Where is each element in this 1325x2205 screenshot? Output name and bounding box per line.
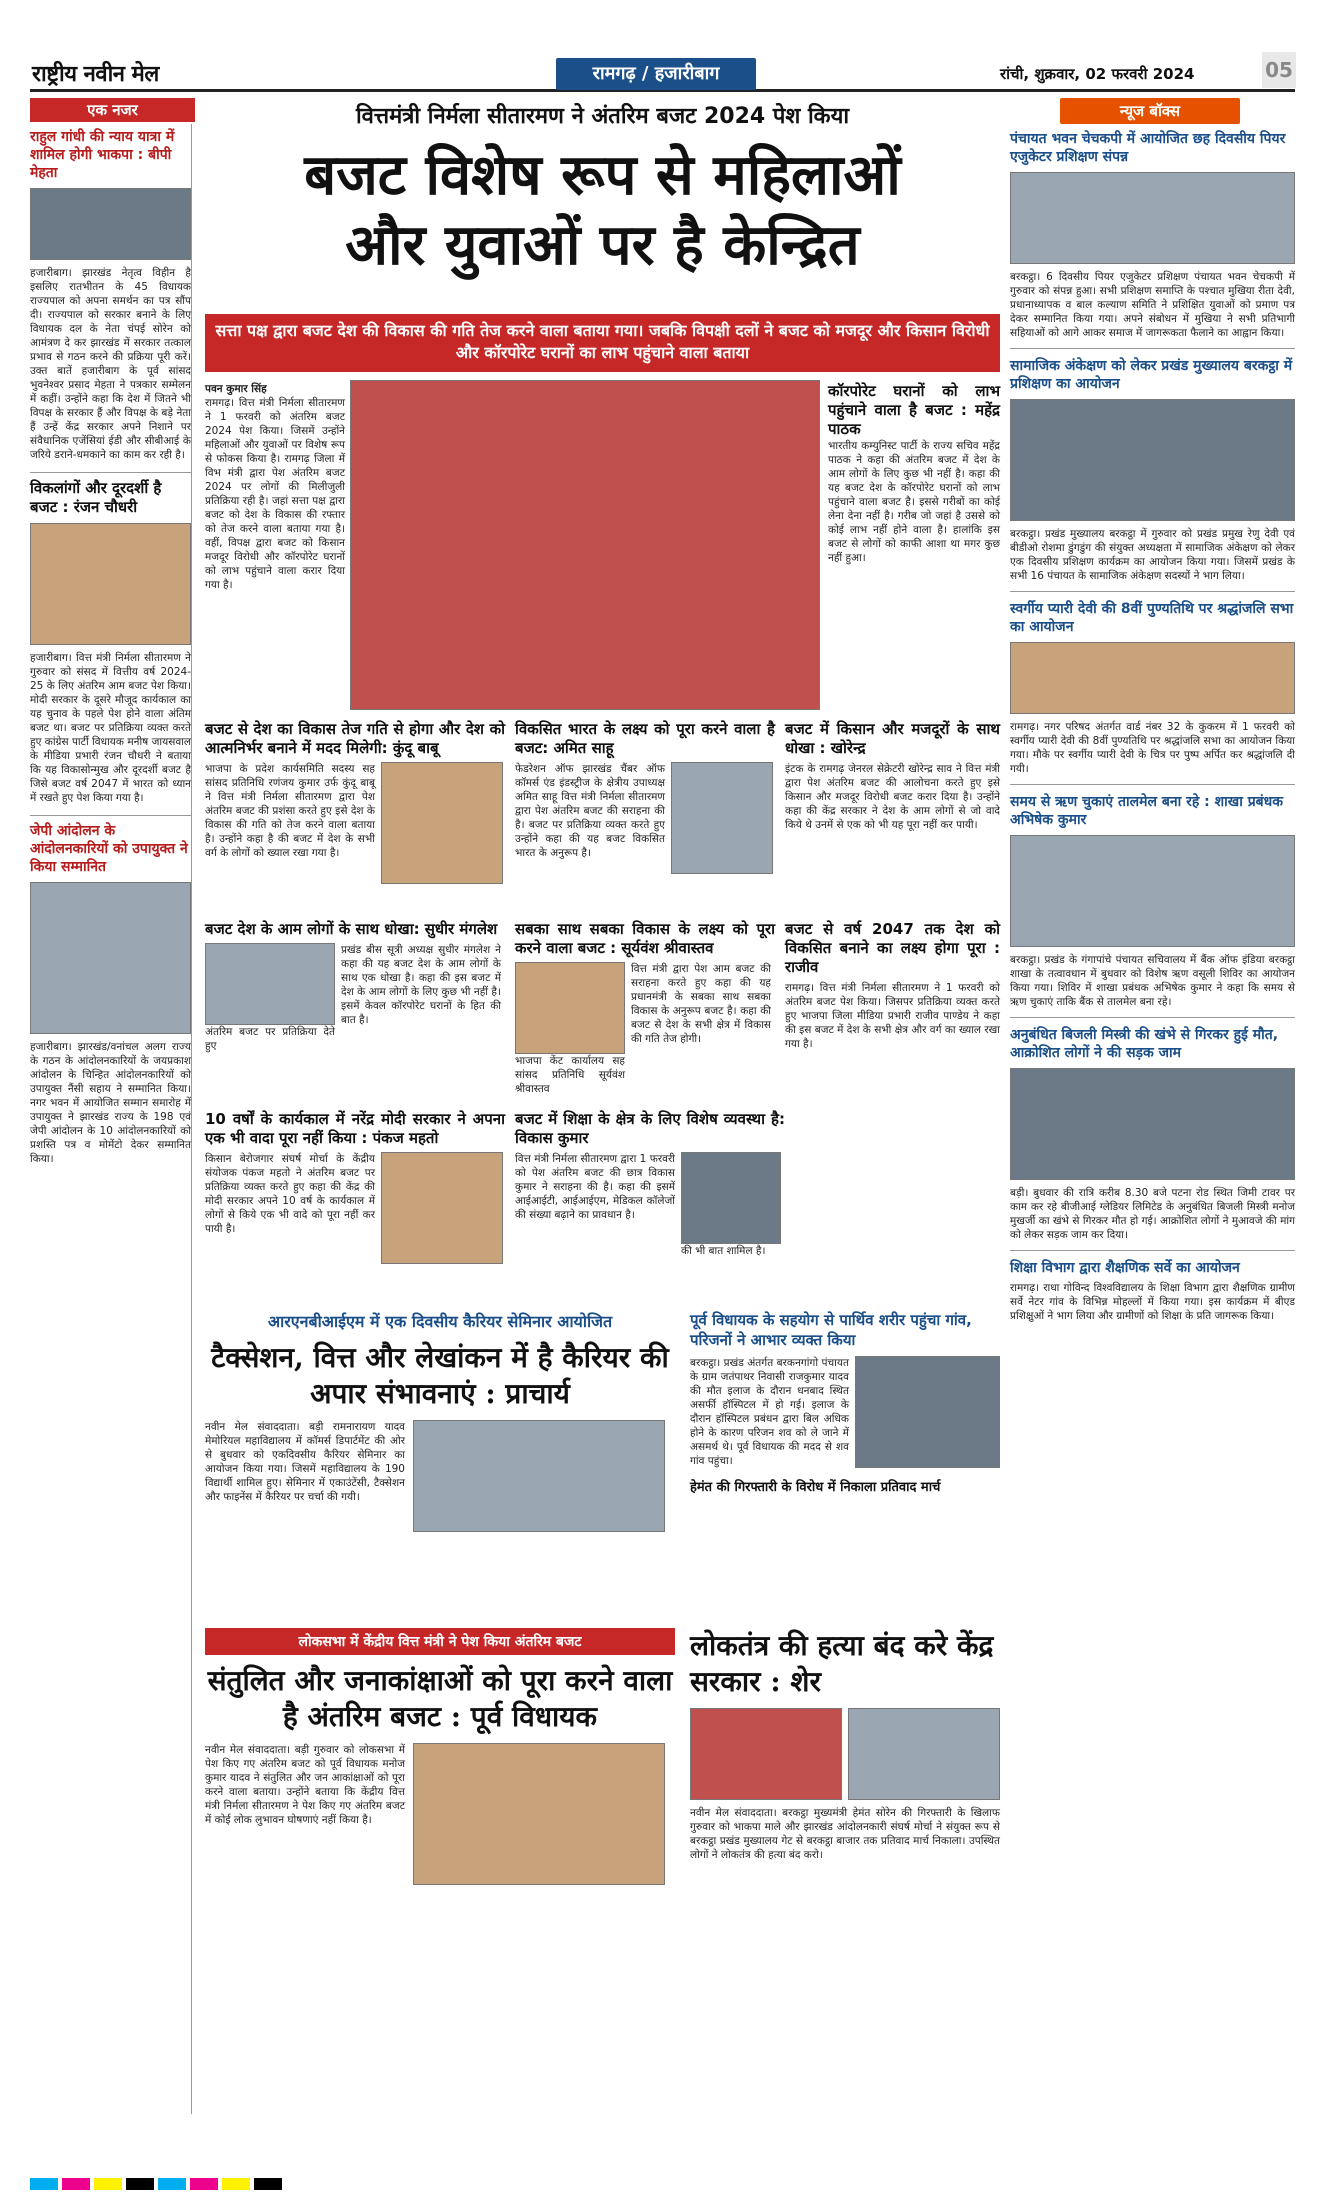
lead-story xyxy=(205,382,345,592)
right-photo-3 xyxy=(1010,642,1295,714)
right-column xyxy=(1010,130,1295,2140)
reaction-5-photo xyxy=(515,962,625,1054)
reaction-6 xyxy=(785,920,1000,1051)
reaction-5-body: वित्त मंत्री द्वारा पेश आम बजट की सराहना करते हुए कहा की यह प्रधानमंत्री के सबका साथ सबका विकास के अनुरूप बजट है। कहा की बजट से देश के सभी क्षेत्र में विकास की गति तेज होगी। xyxy=(631,963,771,1045)
reaction-4 xyxy=(205,920,505,1053)
lead-side-story xyxy=(828,382,1000,565)
newspaper-logo: राष्ट्रीय नवीन मेल xyxy=(32,61,159,87)
print-color-bar xyxy=(30,2175,1295,2189)
right-body-5: बड़ी। बुधवार की रात्रि करीब 8.30 बजे पटना रोड स्थित जिमी टावर पर काम कर रहे बीजीआई ग्लेडियर लिमिटेड के अनुबंधित बिजली मिस्त्री मनोज मुखर्जी का खंभे से गिरकर मौत हो गई। आक्रोशित लोगों ने मुआवजे की मांग को लेकर सड़क जाम कर दिया। xyxy=(1010,1187,1295,1241)
divider xyxy=(1010,591,1295,592)
reaction-2-photo xyxy=(671,762,773,874)
right-headline-3: स्वर्गीय प्यारी देवी की 8वीं पुण्यतिथि पर श्रद्धांजलि सभा का आयोजन xyxy=(1010,601,1294,635)
reaction-5-headline: सबका साथ सबका विकास के लक्ष्य को पूरा करने वाला बजट : सूर्यवंश श्रीवास्तव xyxy=(515,920,775,957)
pwd-body: बरकट्ठा। प्रखंड अंतर्गत बरकनगांगो पंचायत के ग्राम जतंपाथर निवासी राजकुमार यादव की मौत इलाज के दौरान धनबाद स्थित असर्फी हॉस्पिटल में हो गई। इलाज के दौरान हॉस्पिटल प्रबंधन द्वारा बिल अधिक होने के कारण परिजन शव को ले जाने में असमर्थ थे। पूर्व विधायक की मदद से शव गांव पहुंचा। xyxy=(690,1357,849,1467)
pwd-story xyxy=(690,1310,1000,1497)
reaction-2 xyxy=(515,720,775,874)
democracy-story xyxy=(690,1628,1000,1862)
reaction-1 xyxy=(205,720,505,884)
career-headline: टैक्सेशन, वित्त और लेखांकन में है कैरियर की अपार संभावनाएं : प्राचार्य xyxy=(211,1341,669,1410)
career-photo xyxy=(413,1420,665,1532)
ek-nazar-strip: एक नजर xyxy=(30,98,195,122)
right-headline-4: समय से ऋण चुकाएं तालमेल बना रहे : शाखा प्रबंधक अभिषेक कुमार xyxy=(1010,794,1284,828)
reaction-8-body: वित्त मंत्री निर्मला सीतारमण द्वारा 1 फरवरी को पेश अंतरिम बजट की छात्र विकास कुमार ने सराहना की है। कहा की इसमें आईआईटी, आईआईएम, मेडिकल कॉलेजों की संख्या बढ़ाने का प्रावधान है। xyxy=(515,1153,675,1221)
left-body-1: हजारीबाग। झारखंड नेतृत्व विहीन है इसलिए रातभीतन के 45 विधायक राज्यपाल को अपना समर्थन का पत्र सौंप दी। राज्यपाल को सरकार बनाने के लिए विधायक दल के नेता चंपई सोरेन को आमंत्रण दे कर झारखंड में सरकार तत्काल प्रभाव से गठन करने की प्रक्रिया पूरी करें। उक्त बातें हजारीबाग के पूर्व सांसद भुवनेश्वर प्रसाद मेहता ने पत्रकार सम्मेलन में कहीं। उन्होंने कहा कि देश में जितने भी विपक्ष के सरकार हैं और विपक्ष के बड़े नेता हैं उन्हें केंद्र सरकार अपने निशाने पर संवैधानिक एजेंसियां ईडी और सीबीआई के जरिये डराने-धमकाने का काम कर रही है। xyxy=(30,267,191,461)
dateline: रांची, शुक्रवार, 02 फरवरी 2024 xyxy=(1000,65,1195,83)
reaction-7-headline: 10 वर्षों के कार्यकाल में नरेंद्र मोदी सरकार ने अपना एक भी वादा पूरा नहीं किया : पंकज महतो xyxy=(205,1110,505,1147)
career-story xyxy=(205,1310,675,1532)
reaction-3 xyxy=(785,720,1000,832)
right-body-1: बरकट्ठा। 6 दिवसीय पियर एजुकेटर प्रशिक्षण पंचायत भवन चेचकपी में गुरुवार को संपन्न हुआ। सभी प्रशिक्षण समाप्ति के पश्चात मुखिया रीता देवी, प्रधानाध्यापक व बाल कल्याण समिति ने प्रशिक्षित युवाओं को प्रमाण पत्र देकर सम्मानित किया गया। अपने संबोधन में मुखिया ने सभी प्रतिभागी सहियाओं को आगे आकर समाज में जागरूकता फैलाने का आह्वान किया। xyxy=(1010,271,1295,339)
left-photo-1 xyxy=(30,188,191,260)
democracy-body: नवीन मेल संवाददाता। बरकट्ठा मुख्यमंत्री हेमंत सोरेन की गिरफ्तारी के खिलाफ गुरुवार को भाकपा माले और झारखंड आंदोलनकारी संघर्ष मोर्चा ने संयुक्त रूप से बरकट्ठा प्रखंड मुख्यालय गेट से बरकट्ठा बाजार तक प्रतिवाद मार्च निकाला। उपस्थित लोगों ने लोकतंत्र की हत्या बंद करो। xyxy=(690,1807,1000,1861)
reaction-8 xyxy=(515,1110,785,1258)
lead-kicker: वित्तमंत्री निर्मला सीतारमण ने अंतरिम बजट 2024 पेश किया xyxy=(355,104,850,129)
reaction-2-headline: विकसित भारत के लक्ष्य को पूरा करने वाला है बजट: अमित साहू xyxy=(515,720,775,757)
reaction-3-body: इंटक के रामगढ़ जेनरल सेक्रेटरी खोरेन्द्र साव ने वित्त मंत्री द्वारा पेश अंतरिम बजट की आलोचना करते हुए इसे किसान और मजदूर विरोधी बजट करार दिया है। उन्होंने कहा की केंद्र सरकार ने देश के आम लोगों से जो वादे किये थे उनमें से एक को भी यह पूरा नहीं कर पायी। xyxy=(785,763,1000,831)
balanced-photo xyxy=(413,1743,665,1885)
reaction-7-body: किसान बेरोजगार संघर्ष मोर्चा के केंद्रीय संयोजक पंकज महतो ने अंतरिम बजट पर प्रतिक्रिया व्यक्त करते हुए कहा की केंद्र की मोदी सरकार अपने 10 वर्ष के कार्यकाल में लोगों से किये एक भी वादे को पूरा नहीं कर पायी है। xyxy=(205,1153,375,1235)
reaction-5-caption: भाजपा केंट कार्यालय सह सांसद प्रतिनिधि सूर्यवंश श्रीवास्तव xyxy=(515,1055,625,1095)
left-headline-2: विकलांगों और दूरदर्शी है बजट : रंजन चौधरी xyxy=(30,479,162,516)
reaction-4-caption: अंतरिम बजट पर प्रतिक्रिया देते हुए xyxy=(205,1026,335,1052)
left-body-3: हजारीबाग। झारखंड/वनांचल अलग राज्य के गठन के आंदोलनकारियों के जयप्रकाश आंदोलन के चिन्हित आंदोलनकारियों को उपायुक्त नैंसी सहाय ने सम्मानित किया। नगर भवन में आयोजित सम्मान समारोह में उपायुक्त ने झारखंड राज्य के 198 एवं जेपी आंदोलन के 10 आंदोलनकारियों को प्रशस्ति पत्र व मोमेंटो देकर सम्मानित किया। xyxy=(30,1041,191,1165)
right-body-4: बरकट्ठा। प्रखंड के गंगापांचे पंचायत सचिवालय में बैंक ऑफ इंडिया बरकट्ठा शाखा के तत्वावधान में बुधवार को विशेष ऋण वसूली शिविर का आयोजन किया गया। शिविर में शाखा प्रबंधक अभिषेक कुमार ने कहा कि समय से ऋण चुकाएं ताकि बैंक से तालमेल बना रहे। xyxy=(1010,954,1295,1008)
lead-side-headline: कॉरपोरेट घरानों को लाभ पहुंचाने वाला है बजट : महेंद्र पाठक xyxy=(828,382,1000,438)
reaction-8-photo xyxy=(681,1152,781,1244)
pwd-photo xyxy=(855,1356,1000,1468)
reaction-4-body: प्रखंड बीस सूत्री अध्यक्ष सुधीर मंगलेश ने कहा की यह बजट देश के आम लोगों के साथ एक धोखा है। कहा की इस बजट में देश के आम लोगों के लिए कुछ भी नहीं है। इसमें केवल कॉरपोरेट घरानों के हित की बात है। xyxy=(341,944,501,1026)
lead-side-body: भारतीय कम्युनिस्ट पार्टी के राज्य सचिव महेंद्र पाठक ने कहा की अंतरिम बजट में देश के आम लोगों के लिए कुछ भी नहीं है। कहा की यह बजट देश के कॉरपोरेट घरानों को लाभ पहुंचाने वाला बजट है। इससे गरीबों का कोई लेना देना नहीं है। गरीब जो जहां है उससे को कोई लाभ नहीं होने वाला है। हालांकि इस बजट से लोगों को काफी आशा था मगर कुछ नहीं हुआ। xyxy=(828,440,1000,564)
democracy-photo-1 xyxy=(690,1708,842,1800)
lead-headline-line-1: बजट विशेष रूप से महिलाओं xyxy=(304,142,901,208)
lead-photo xyxy=(350,380,820,710)
news-box-label: न्यूज बॉक्स xyxy=(1060,98,1240,124)
reaction-2-body: फेडरेशन ऑफ झारखंड चैंबर ऑफ कॉमर्स एंड इंडस्ट्रीज के क्षेत्रीय उपाध्यक्ष अमित साहू वित्त मंत्री निर्मला सीतारमण द्वारा पेश अंतरिम बजट की सराहना की है। बजट पर प्रतिक्रिया व्यक्त करते हुए उन्होंने कहा की यह बजट विकसित भारत के अनुरूप है। xyxy=(515,763,665,859)
career-body: नवीन मेल संवाददाता। बड़ी रामनारायण यादव मेमोरियल महाविद्यालय में कॉमर्स डिपार्टमेंट की ओर से बुधवार को एकदिवसीय कैरियर सेमिनार का आयोजन किया गया। जिसमें महाविद्यालय के 190 विद्यार्थी शामिल हुए। सेमिनार में एकाउंटेंसी, टैक्सेशन और फाइनेंस में कैरियर पर चर्चा की गयी। xyxy=(205,1421,405,1503)
balanced-headline: संतुलित और जनाकांक्षाओं को पूरा करने वाला है अंतरिम बजट : पूर्व विधायक xyxy=(207,1664,673,1733)
reaction-4-photo xyxy=(205,943,335,1025)
reaction-1-headline: बजट से देश का विकास तेज गति से होगा और देश को आत्मनिर्भर बनाने में मदद मिलेगी: कुंदू बाबू xyxy=(205,720,505,757)
reaction-1-photo xyxy=(381,762,503,884)
reaction-7 xyxy=(205,1110,505,1264)
reaction-8-headline: बजट में शिक्षा के क्षेत्र के लिए विशेष व्यवस्था है: विकास कुमार xyxy=(515,1110,785,1147)
left-body-2: हजारीबाग। वित्त मंत्री निर्मला सीतारमण ने गुरुवार को संसद में वित्तीय वर्ष 2024-25 के लिए अंतरिम आम बजट पेश किया। मोदी सरकार के दूसरे मौजूद कार्यकाल का यह चुनाव के पहले पेश होने वाला अंतिम बजट था। बजट पर प्रतिक्रिया व्यक्त करते हुए कांग्रेस पार्टी विधायक मनीष जायसवाल के मीडिया प्रभारी रंजन चौधरी ने बताया कि यह विकासोन्मुख और दूरदर्शी बजट है जिसे बजट वर्ष 2047 में भारत को ध्यान में रखते हुए पेश किया गया है। xyxy=(30,652,191,804)
balanced-story xyxy=(205,1628,675,1885)
right-photo-1 xyxy=(1010,172,1295,264)
right-body-2: बरकट्ठा। प्रखंड मुख्यालय बरकट्ठा में गुरुवार को प्रखंड प्रमुख रेणु देवी एवं बीडीओ रोशमा डुंगडुंग की संयुक्त अध्यक्षता में सामाजिक अंकेक्षण को लेकर एक दिवसीय प्रशिक्षण कार्यक्रम का आयोजन किया गया। जिसमें प्रखंड के सभी 16 पंचायत के सामाजिक अंकेक्षण सदस्यों ने भाग लिया। xyxy=(1010,528,1295,582)
divider xyxy=(1010,1250,1295,1251)
left-headline-1: राहुल गांधी की न्याय यात्रा में शामिल होगी भाकपा : बीपी मेहता xyxy=(30,129,175,181)
reaction-1-body: भाजपा के प्रदेश कार्यसमिति सदस्य सह सांसद प्रतिनिधि रणंजय कुमार उर्फ कुंदू बाबू ने वित्त मंत्री निर्मला सीतारमण द्वारा पेश अंतरिम बजट की प्रशंसा करते हुए इसे देश के विकास की गति को तेज करने वाला बताया है। उन्होंने कहा है की बजट में देश के सभी वर्ग के लोगों को ख्याल रखा गया है। xyxy=(205,763,375,859)
reaction-5 xyxy=(515,920,775,1096)
right-headline-2: सामाजिक अंकेक्षण को लेकर प्रखंड मुख्यालय बरकट्ठा में प्रशिक्षण का आयोजन xyxy=(1010,358,1293,392)
right-headline-1: पंचायत भवन चेचकपी में आयोजित छह दिवसीय पियर एजुकेटर प्रशिक्षण संपन्न xyxy=(1010,131,1286,165)
pwd-kicker: पूर्व विधायक के सहयोग से पार्थिव शरीर पहुंचा गांव, परिजनों ने आभार व्यक्त किया xyxy=(690,1311,972,1349)
divider xyxy=(1010,1017,1295,1018)
hemant-march-headline: हेमंत की गिरफ्तारी के विरोध में निकाला प्रतिवाद मार्च xyxy=(690,1480,941,1495)
right-body-6: रामगढ़। राधा गोविन्द विश्वविद्यालय के शिक्षा विभाग द्वारा शैक्षणिक ग्रामीण सर्वे नेटर गांव के विभिन्न मोहल्लों में किया गया। इस कार्यक्रम में बीएड प्रशिक्षुओं ने भाग लिया और ग्रामीणों को शिक्षा के प्रति जागरूक किया। xyxy=(1010,1282,1295,1322)
right-photo-4 xyxy=(1010,835,1295,947)
right-photo-5 xyxy=(1010,1068,1295,1180)
reaction-8-caption: की भी बात शामिल है। xyxy=(681,1245,766,1257)
divider xyxy=(1010,348,1295,349)
democracy-headline: लोकतंत्र की हत्या बंद करे केंद्र सरकार : शेर xyxy=(690,1629,994,1698)
right-photo-2 xyxy=(1010,399,1295,521)
divider xyxy=(30,815,191,816)
reaction-6-body: रामगढ़। वित्त मंत्री निर्मला सीतारमण ने 1 फरवरी को अंतरिम बजट पेश किया। जिसपर प्रतिक्रिया व्यक्त करते हुए भाजपा जिला मीडिया प्रभारी राजीव पाण्डेय ने कहा की इस बजट में देश के सभी क्षेत्र और वर्ग का ख्याल रखा गया है। xyxy=(785,982,1000,1050)
divider xyxy=(1010,784,1295,785)
balanced-body: नवीन मेल संवाददाता। बड़ी गुरुवार को लोकसभा में पेश किए गए अंतरिम बजट को पूर्व विधायक मनोज कुमार यादव ने संतुलित और जन आकांक्षाओं को पूरा करने वाला बताया। उन्होंने बताया कि केंद्रीय वित्त मंत्री निर्मला सीतारमण ने पेश किए गए अंतरिम बजट में कोई लोक लुभावन घोषणाएं नहीं किया है। xyxy=(205,1744,405,1826)
left-column xyxy=(30,124,192,2114)
reaction-7-photo xyxy=(381,1152,503,1264)
reaction-4-headline: बजट देश के आम लोगों के साथ धोखा: सुधीर मंगलेश xyxy=(205,920,498,938)
right-headline-6: शिक्षा विभाग द्वारा शैक्षणिक सर्वे का आयोजन xyxy=(1010,1260,1240,1276)
lead-headline xyxy=(205,140,1000,280)
reaction-3-headline: बजट में किसान और मजदूरों के साथ धोखा : खोरेन्द्र xyxy=(785,720,1000,757)
lead-headline-line-2: और युवाओं पर है केन्द्रित xyxy=(345,212,860,278)
reaction-6-headline: बजट से वर्ष 2047 तक देश को विकसित बनाने का लक्ष्य होगा पूरा : राजीव xyxy=(785,920,1000,976)
left-photo-2 xyxy=(30,523,191,645)
democracy-photo-2 xyxy=(848,1708,1000,1800)
career-kicker: आरएनबीआईएम में एक दिवसीय कैरियर सेमिनार आयोजित xyxy=(267,1312,613,1331)
right-body-3: रामगढ़। नगर परिषद अंतर्गत वार्ड नंबर 32 के कुकरम में 1 फरवरी को स्वर्गीय प्यारी देवी की 8वीं पुण्यतिथि पर श्रद्धांजलि सभा का आयोजन किया गया। मौके पर स्वर्गीय प्यारी देवी के चित्र पर पुष्प अर्पित कर श्रद्धांजलि दी गयी। xyxy=(1010,721,1295,775)
left-photo-3 xyxy=(30,882,191,1034)
lead-deck: सत्ता पक्ष द्वारा बजट देश की विकास की गति तेज करने वाला बताया गया। जबकि विपक्षी दलों ने बजट को मजदूर और किसान विरोधी और कॉरपोरेट घरानों का लाभ पहुंचाने वाला बताया xyxy=(205,314,1000,372)
lead-byline: पवन कुमार सिंह xyxy=(205,383,267,395)
page-number: 05 xyxy=(1262,52,1296,88)
section-tab: रामगढ़ / हजारीबाग xyxy=(556,58,756,90)
balanced-kicker: लोकसभा में केंद्रीय वित्त मंत्री ने पेश किया अंतरिम बजट xyxy=(205,1628,675,1655)
right-headline-5: अनुबंधित बिजली मिस्त्री की खंभे से गिरकर हुई मौत, आक्रोशित लोगों ने की सड़क जाम xyxy=(1010,1027,1279,1061)
left-headline-3: जेपी आंदोलन के आंदोलनकारियों को उपायुक्त ने किया सम्मानित xyxy=(30,823,188,875)
lead-body: रामगढ़। वित्त मंत्री निर्मला सीतारमण ने 1 फरवरी को अंतरिम बजट 2024 पेश किया। जिसमें उन्होंने महिलाओं और युवाओं पर विशेष रूप से फोकस किया है। रामगढ़ जिला में विभ मंत्री द्वारा पेश अंतरिम बजट 2024 पर लोगों की मिलीजुली प्रतिक्रिया रही है। जहां सत्ता पक्ष द्वारा बजट को देश के विकास की रफ्तार को तेज करने वाला बताया गया है। वहीं, विपक्ष द्वारा बजट को किसान मजदूर विरोधी और कॉरपोरेट घरानों को लाभ पहुंचाने वाला करार दिया गया है। xyxy=(205,397,345,591)
divider xyxy=(30,472,191,473)
